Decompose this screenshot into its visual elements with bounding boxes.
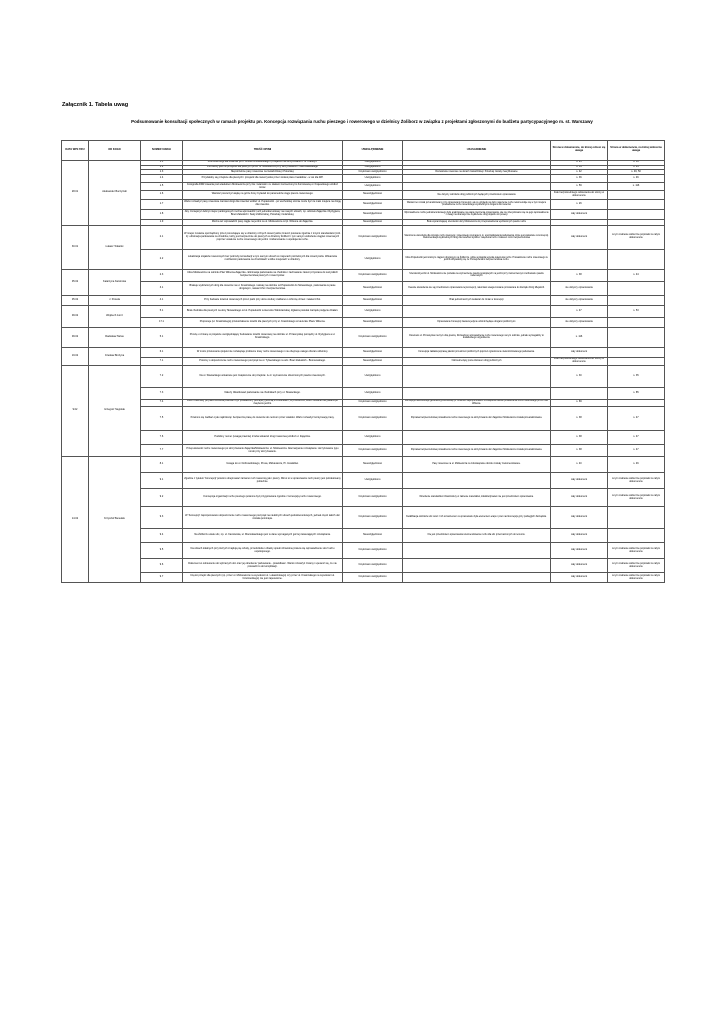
table-row <box>62 399 665 407</box>
cell-date: 09.02 <box>62 305 89 327</box>
cell-author: Katarzyna Kaminska <box>89 269 141 295</box>
cell-date: 19.02 <box>62 347 89 365</box>
cell-justification: Szerokość jezdni ul. Mickiewicza nie pozwala na wyznaczenie pasów postojowych na jezdni przy równoczesnym zachowaniu pasów rowerowych <box>403 269 551 281</box>
cell-consideration: Nieuwzględniono <box>343 347 403 357</box>
cell-consideration: Uwzględniono <box>343 183 403 191</box>
cell-page-visible: w tym zakresie widoczne poprawki w całym dokumencie <box>608 543 665 559</box>
cell-opinion: Brak chodnika dla pieszych na ulicy Słowackiego od ul. Popiełuszki w kierunku Włościańskiej. Zgłasza postulat zarządu podjęcie działań. <box>183 305 343 317</box>
cell-number: 1.3 <box>141 170 183 175</box>
cell-number: 1.7 <box>141 199 183 209</box>
cell-consideration: Częściowo uwzględniono <box>343 559 403 573</box>
cell-author: Łukasz Tokarski <box>89 225 141 269</box>
cell-opinion: W moim przekonaniu projekt nie rozwiązuje problemu trasy ruchu rowerowego i nie obejmuje całego obszaru dzielnicy. <box>183 347 343 357</box>
cell-justification <box>403 543 551 559</box>
cell-number: 1.4 <box>141 175 183 183</box>
cell-justification: Koncepcja rekomenduje generalną przebudowę pl. Wilsona. Zaproponowano rozwiązanie kwestii prowadzenia ruchu rowerowego przez Plac Wilsona. <box>403 399 551 407</box>
cell-author: Radosław Tartas <box>89 327 141 347</box>
cell-number: 7.1 <box>141 357 183 365</box>
cell-number: 1.1 <box>141 160 183 165</box>
cell-number: 1.6 <box>141 190 183 199</box>
cell-page-visible <box>608 507 665 529</box>
cell-consideration: Częściowo uwzględniono <box>343 407 403 431</box>
table-row <box>62 507 665 529</box>
cell-page-ref: s. 116 <box>551 327 608 347</box>
cell-number: 1.9 <box>141 219 183 225</box>
cell-opinion: Powinno się zadbać o jak najkrótszą i bezpieczną trasę do rowerów do centrum przez wiadukt. Warto rozważyć kontynuację trasy. <box>183 407 343 431</box>
cell-opinion: Niepotrzebne pasy rowerowe na Gwiaździstej i Potockiej. <box>183 170 343 175</box>
cell-opinion: Potrzebny jest na przejście dla pieszych przez ul. Mickiewicza przy skrzyżowaniu z Mierosławskiego <box>183 165 343 170</box>
cell-page-ref: cały dokument <box>551 473 608 489</box>
table-row <box>62 431 665 445</box>
table-row <box>62 190 665 199</box>
cell-page-ref: cały dokument <box>551 529 608 543</box>
table-row <box>62 249 665 269</box>
cell-justification <box>403 183 551 191</box>
cell-page-ref: s. 26 <box>551 199 608 209</box>
cell-date: 14.02 <box>62 457 89 583</box>
header-date: DATA WPŁYWU <box>62 141 89 161</box>
cell-number: 5.1 <box>141 327 183 347</box>
cell-page-ref: s. 38 <box>551 445 608 457</box>
cell-page-visible: s. 47 <box>608 407 665 431</box>
cell-page-visible <box>608 249 665 269</box>
cell-consideration: Częściowo uwzględniono <box>343 327 403 347</box>
cell-number: 1.2 <box>141 165 183 170</box>
header-page-ref: Strona w dokumencie, do której odnosi się uwaga <box>551 141 608 161</box>
table-row <box>62 225 665 249</box>
cell-page-ref: brak bezpośredniego odniesienia do strony w dokumencie <box>551 190 608 199</box>
cell-opinion: Koncepcja organizacji ruchu pieszego powinna być przygotowana zgodnie z koncepcją ruchu rowerowego. <box>183 489 343 507</box>
cell-page-visible <box>608 317 665 327</box>
page-title: Załącznik 1. Tabela uwag <box>62 102 129 108</box>
table-row <box>62 457 665 473</box>
cell-page-ref: cały dokument <box>551 225 608 249</box>
cell-page-visible: w tym zakresie widoczne poprawki w całym dokumencie <box>608 573 665 583</box>
cell-date: 9.02 <box>62 365 89 457</box>
cell-justification: Koncepcja zakłada poprawę jakości przestrzeni publicznych poprzez ograniczenie niekontrolowanego parkowania. <box>403 347 551 357</box>
cell-page-visible: s. 47 <box>608 445 665 457</box>
cell-opinion: Brakuje wydzielonych dróg dla rowerów na ul. Krasińskiego. Łatwiej na odcinku od Popiełuszki do Słowackiego, parkowania w pasie drogowym, nawierzchni i bezpieczeństwa. <box>183 281 343 295</box>
cell-opinion: Zgodnie z tytułem 'Koncepcji' powinno obejmować zarówno ruch rowerowy jak i pieszy. Mimo to w opracowaniu ruch pieszy jest potraktowany pobieżnie. <box>183 473 343 489</box>
cell-number: 7.6 <box>141 431 183 445</box>
cell-consideration: Nieuwzględniono <box>343 457 403 473</box>
cell-justification <box>403 365 551 387</box>
cell-author: Krzysztof Benedek <box>89 457 141 583</box>
cell-opinion: Podobny numer (uwaga prawnie) trzeba wskazać drogi rowerowej wzdłuż ul. Zajączka. <box>183 431 343 445</box>
cell-author: Aleksander Buczyński <box>89 160 141 225</box>
cell-consideration: Uwzględniono <box>343 305 403 317</box>
cell-number: 9.6 <box>141 559 183 573</box>
cell-opinion: Prosimy o dopuszczenie ruchu rowerowego pod prąd na ul. Tylwetskiego na odc. Braci Załuskich - Broniewskiego. <box>183 357 343 365</box>
header-opinion: TREŚĆ OPINII <box>183 141 343 161</box>
table-header-row <box>62 141 665 161</box>
cell-page-ref: cały dokument <box>551 209 608 219</box>
cell-page-ref: s. 36 <box>551 175 608 183</box>
cell-number: 3.1 <box>141 281 183 295</box>
cell-page-ref: nie dotyczy opracowania <box>551 295 608 305</box>
cell-justification: Pasy rowerowe na ul. Mickiewicza na zobowiązanie odcinku zostały zrekomendowane. <box>403 457 551 473</box>
cell-page-ref: nie dotyczy opracowania <box>551 317 608 327</box>
cell-consideration: Uwzględniono <box>343 387 403 399</box>
cell-opinion: Przy budowie ścieżek rowerowych przez parki przy domu kultury zadbano o ochronę drzew i nawierzchni. <box>183 295 343 305</box>
cell-consideration: Nieuwzględniono <box>343 317 403 327</box>
cell-page-ref: s. 25 <box>551 160 608 165</box>
cell-author: J. Poreda <box>89 295 141 305</box>
cell-page-visible: w tym zakresie widoczne poprawki w całym dokumencie <box>608 225 665 249</box>
cell-justification: Wprowadzenie ruchu jednokierunkowego było analizowane na etapie tworzenia opracowania, ale nie zdecydowano się na jego wprowadzenie z uwagi na dramatyczne wydłużenie dróg dojazdu do posesji <box>403 209 551 219</box>
cell-number: 9.4 <box>141 529 183 543</box>
cell-opinion: Uwaga do ul. Dobrowolskiego, Prusa, Mickiewicza, Pl. Inwalidów. <box>183 457 343 473</box>
cell-page-visible <box>608 529 665 543</box>
cell-justification: Poprawa bezpieczeństwa prowadzenia ruchu rowerowego na skrzyżowaniu ulic Zajączka i Mickiewicza została przeanalizowana. <box>403 407 551 431</box>
cell-justification: Brak jednoznacznych wskazań do zmian w koncepcji <box>403 295 551 305</box>
cell-page-ref: cały dokument <box>551 543 608 559</box>
cell-justification <box>403 175 551 183</box>
cell-page-visible: s. 53 <box>608 305 665 317</box>
cell-justification: Nie dotyczy odcinków dróg publicznych będących przedmiotem opracowania <box>403 190 551 199</box>
cell-consideration: Częściowo uwzględniono <box>343 445 403 457</box>
cell-justification: Brak wystarczającej szerokości ulicy Mickiewicza do przeprowadzenia wydzielonych pasów ruchu <box>403 219 551 225</box>
cell-number: 7.5 <box>141 407 183 431</box>
cell-opinion: Wartość poszerzyć alejkę na górze Fosy Cytadeli do parametrów ciągu pieszo-rowerowego. <box>183 190 343 199</box>
table-row <box>62 473 665 489</box>
cell-justification: Opracowanie Koncepcji zawiera jedynie odcinki będące drogami publicznymi. <box>403 317 551 327</box>
cell-consideration: Nieuwzględniono <box>343 281 403 295</box>
cell-consideration: Uwzględniono <box>343 249 403 269</box>
cell-page-ref: s. 38 <box>551 407 608 431</box>
cell-number: 4.1 <box>141 295 183 305</box>
cell-page-visible <box>608 399 665 407</box>
cell-number: 7.4 <box>141 399 183 407</box>
header-number: NUMER UWAGI <box>141 141 183 161</box>
header-justification: UZASADNIENIE <box>403 141 551 161</box>
cell-number: 17.1 <box>141 317 183 327</box>
cell-justification: Rozważanie rowerowe na ulicach Gwiaździstej i Potockiej zostały zweryfikowane <box>403 170 551 175</box>
cell-date: 28.01 <box>62 160 89 225</box>
cell-number: 1.5 <box>141 183 183 191</box>
cell-opinion: Przepustowość ruchu rowerowego po skrzyżowaniu Zajączka/Mickiewicza: ul. Mickiewicza. Alternatywnie rozwiązanie: skrzyżowanie typu rondo przy skrzyżowaniu. <box>183 445 343 457</box>
table-row <box>62 183 665 191</box>
cell-justification <box>403 387 551 399</box>
cell-number: 9.2 <box>141 489 183 507</box>
cell-page-visible: s. 49, 50 <box>608 170 665 175</box>
table-row <box>62 573 665 583</box>
cell-consideration: Nieuwzględniono <box>343 529 403 543</box>
cell-justification: Stworzenie warunków dla rozwoju ruchu pieszego i rowerowego wymaga m.in. uporządkowania parkowania, które jest wskazane w koncepcji. Rekomendacja wydzielonych dróg dla rowerów wynika z natężenia ruchu i zaleceń norm bezpieczeństwa <box>403 225 551 249</box>
cell-page-visible <box>608 190 665 199</box>
header-from: OD KOGO <box>89 141 141 161</box>
cell-page-visible: s. 47 <box>608 431 665 445</box>
cell-opinion: Dokument w odniesieniu do wybranych ulic oraz jej określenie 'parkowanie - prawidłowe'. Warto rozważyć zmiany i upewnić się, że nie prowadzi to do komplikacji. <box>183 559 343 573</box>
cell-number: 2.2 <box>141 249 183 269</box>
cell-page-ref: s. 69 <box>551 399 608 407</box>
cell-author: Wojciech Jurcz <box>89 305 141 327</box>
cell-consideration: Częściowo uwzględniono <box>343 170 403 175</box>
cell-number: 8.1 <box>141 457 183 473</box>
cell-page-ref: cały dokument <box>551 573 608 583</box>
cell-consideration: Uwzględniono <box>343 160 403 165</box>
cell-page-ref: nie dotyczy opracowania <box>551 281 608 295</box>
cell-page-ref: s. 30 <box>551 365 608 387</box>
cell-page-visible: s. 85 <box>608 387 665 399</box>
cell-number: 7.7 <box>141 445 183 457</box>
cell-opinion: Potrzeba drogi dla rowerów po 2. stronie Broniewskiego i przejazdu na skrzyżowaniu z ul. Klaudyn. <box>183 160 343 165</box>
table-row <box>62 365 665 387</box>
cell-page-ref: cały dokument <box>551 347 608 357</box>
cell-consideration: Uwzględniono <box>343 473 403 489</box>
cell-number: 9.5 <box>141 543 183 559</box>
cell-page-ref: s. 38 <box>551 269 608 281</box>
cell-number: 6.1 <box>141 347 183 357</box>
table-row <box>62 281 665 295</box>
cell-justification: Określenie standardów infrastruktury w zakresie materiałów, lokalizacji ławek nie jest przedmiotem opracowania. <box>403 489 551 507</box>
cell-date: 09.02 <box>62 327 89 347</box>
table-row <box>62 357 665 365</box>
cell-justification: Kwestie oświetlenia nie są przedmiotem opracowania tej koncepcji, natomiast uwaga zostanie przekazana do Zarządu Dróg Miejskich. <box>403 281 551 295</box>
cell-opinion: Proponuje (ul. Krasińskiego) przekształcenie ścieżki dla pieszych przy ul. Krasińskiego w kierunku Placu Wilsona. <box>183 317 343 327</box>
cell-consideration: Częściowo uwzględniono <box>343 225 403 249</box>
cell-opinion: Można też wprowadzić pasy ciągłe na jezdni na ul. Mickiewicza od pl. Wilsona do Zajączka. <box>183 219 343 225</box>
cell-consideration: Uwzględniono <box>343 165 403 170</box>
cell-opinion: W miejsc zostanie sporządzony przez poruszające się w dzielnicy różnych rowerzystów zmienić porwanie zgodnie z innymi standardami (zob. 1): eliminacja parkowania na chodniku, który jest bezpiecznie do pieszych w dzielnicy Żoliborz i tym samym wdrażenie ciągów rowerowych poprzez ustalenie ruchu rowerowego do jezdni i zahamowanie i uspokojenia ruchu. <box>183 225 343 249</box>
table-row <box>62 317 665 327</box>
cell-page-visible <box>608 209 665 219</box>
cell-number: 9.3 <box>141 507 183 529</box>
cell-opinion: Na Żoliborzu wiele ulic, np. ul. Kaniowska, ul. Mierosławskiego jest w dane wymaganych gorzej zawierających rozwiązania. <box>183 529 343 543</box>
cell-opinion: Aby zmniejszyć deficyt miejsc parkingowych można wprowadzić ruch jednokierunkowy na nowych ulicach, np. odcinek Zajączka i Rydygiera, Braci Załuskich i Sady Żoliborskiej, Potockiej i Gdańskiej. <box>183 209 343 219</box>
cell-page-visible: w tym zakresie widoczne poprawki w całym dokumencie <box>608 489 665 507</box>
cell-page-visible: s. 46 <box>608 175 665 183</box>
cell-consideration: Częściowo uwzględniono <box>343 269 403 281</box>
cell-page-ref: s. 40 <box>551 457 608 473</box>
table-row <box>62 209 665 219</box>
cell-page-visible <box>608 357 665 365</box>
cell-consideration: Częściowo uwzględniono <box>343 573 403 583</box>
header-page-visible: Strona w dokumencie, na której widoczna uwaga <box>608 141 665 161</box>
cell-number: 2.1 <box>141 225 183 249</box>
cell-page-visible <box>608 295 665 305</box>
cell-page-visible: w tym zakresie widoczne poprawki w całym dokumencie <box>608 473 665 489</box>
cell-consideration: Nieuwzględniono <box>343 199 403 209</box>
table-row <box>62 559 665 573</box>
cell-date: 05.02 <box>62 295 89 305</box>
table-row <box>62 199 665 209</box>
cell-justification <box>403 573 551 583</box>
cell-page-visible: s. 116 <box>608 183 665 191</box>
cell-consideration: Nieuwzględniono <box>343 209 403 219</box>
cell-page-ref: s. 59 <box>551 183 608 191</box>
cell-opinion: Na ulicach lokalnych przy których znajdują się szkoły, przedszkola i obiekty opieki zdrowotnej zaleca się wprowadzenie stref ruchu uspokojonego. <box>183 543 343 559</box>
cell-number: 5.1 <box>141 305 183 317</box>
cell-opinion: Lokalizacja stojaków rowerowych bez potrzeby konsultacji w tym samym ulicach w miejscach potrzebnych dla rowerzystów. Wskazanie możliwości parkowania na chodnikach w kilku miejscach w dzielnicy. <box>183 249 343 269</box>
cell-page-ref: cały dokument <box>551 559 608 573</box>
page-subtitle: Podsumowanie konsultacji społecznych w ramach projektu pn. Koncepcja rozwiązania ruchu pieszego i rowerowego w dzielnicy Żoliborz w związku z projektami zgłoszonymi do budżetu partycypacyjnego m. st. Warszawy <box>131 119 593 124</box>
cell-page-visible: s. 33 <box>608 160 665 165</box>
cell-justification <box>403 305 551 317</box>
cell-page-ref <box>551 249 608 269</box>
cell-consideration: Częściowo uwzględniono <box>343 399 403 407</box>
cell-page-visible: s. 35 <box>608 365 665 387</box>
table-row <box>62 489 665 507</box>
cell-number: 9.1 <box>141 473 183 489</box>
cell-number: 7.2 <box>141 365 183 387</box>
cell-author: Czesław Brożyna <box>89 347 141 365</box>
cell-page-visible: s. 46 <box>608 457 665 473</box>
cell-justification: Ulica Popiełuszki jest istotnym ciągiem drogowym na Żoliborzu, gdzie wystąpiła wysoka natężenia ruchu. Prowadzenie ruchu rowerowego w jezdni odbywałoby się ze zmniejszeniem bezpieczeństwa ruchu. <box>403 249 551 269</box>
cell-consideration: Częściowo uwzględniono <box>343 489 403 507</box>
table-row <box>62 295 665 305</box>
cell-number: 1.8 <box>141 209 183 219</box>
cell-justification: Docelowo ul. Przasnyska ma być ulicą pieszą. Rozważono wprowadzenie ruchu rowerowego na tym odcinku, jednak wymagałoby to dodatkowego uzgodnienia. <box>403 327 551 347</box>
cell-page-ref: s. 42 <box>551 170 608 175</box>
cell-consideration: Częściowo uwzględniono <box>343 507 403 529</box>
table-row <box>62 347 665 357</box>
cell-page-ref <box>551 387 608 399</box>
cell-opinion: Ulica Mickiewicza na odcinku Plac Wilsona-Zajączka - Eliminacja parkowania na chodniku i zachowanie zieleni przywraca do wszystkich bezpieczeństwa pieszych i rowerzystów. <box>183 269 343 281</box>
cell-author: Grzegorz Stępniak <box>89 365 141 457</box>
comments-table <box>61 140 665 583</box>
table-row <box>62 529 665 543</box>
cell-opinion: W 'Koncepcji' zaproponowano dopuszczenie ruchu rowerowego pod prąd na niektórych ulicach jednokierunkowych, jednak część takich ulic została pominięta. <box>183 507 343 529</box>
table-row <box>62 407 665 431</box>
cell-justification: Kwalifikacja odcinków ulic wraz z ich oznaczeniem w opracowaniu była elementem etapu i prac nad koncepcją przy podległych Zarządowi. <box>403 507 551 529</box>
cell-opinion: Warto rozważyć pasy rowerowe zamiast drogi dla rowerów wzdłuż ul. Popiełuszki - po wschodniej stronie może być za mało miejsca na drogę dla rowerów. <box>183 199 343 209</box>
cell-consideration: Uwzględniono <box>343 365 403 387</box>
cell-consideration: Uwzględniono <box>343 431 403 445</box>
cell-opinion: Przydałoby się przejście dla pieszych i przejazd dla rowerzystów przez środek placu Inwalidów - w osi dla WP. <box>183 175 343 183</box>
cell-page-ref: brak bezpośredniego odniesienia do strony w dokumencie <box>551 357 608 365</box>
cell-page-visible: w tym zakresie widoczne poprawki w całym dokumencie <box>608 559 665 573</box>
table-row <box>62 445 665 457</box>
cell-justification: Poprawa bezpieczeństwa prowadzenia ruchu rowerowego na skrzyżowaniu ulic Zajączka i Mickiewicza została przeanalizowana. <box>403 445 551 457</box>
table-row <box>62 543 665 559</box>
cell-consideration: Nieuwzględniono <box>343 219 403 225</box>
cell-justification <box>403 431 551 445</box>
cell-consideration: Częściowo uwzględniono <box>343 543 403 559</box>
cell-opinion: Proszę o zmianę w projekcie uwzględniający budowanie ścieżki rowerowej na odcinku ul. Przasnyskiej pomiędzy ul. Rydygiera a ul. Krasińskiego. <box>183 327 343 347</box>
cell-justification: Wariant ten został już analizowany przy opracowaniu Koncepcji, ale ze względu na dużo natężenie ruchu rekomenduje się w tym miejscu prowadzenie ruchu rowerowego wydzielonymi drogami dla rowerów <box>403 199 551 209</box>
cell-page-visible: s. 44 <box>608 269 665 281</box>
cell-opinion: Należy zlikwidować parkowanie na chodnikach przy ul. Słowackiego. <box>183 387 343 399</box>
table-row <box>62 175 665 183</box>
cell-page-visible <box>608 199 665 209</box>
cell-page-visible <box>608 281 665 295</box>
cell-page-ref: cały dokument <box>551 507 608 529</box>
table-row <box>62 327 665 347</box>
cell-number: 7.3 <box>141 387 183 399</box>
cell-justification: Odcinek leżący poza obszarem dróg publicznych <box>403 357 551 365</box>
cell-page-visible: s. 44 <box>608 165 665 170</box>
cell-justification <box>403 559 551 573</box>
cell-consideration: Nieuwzględniono <box>343 190 403 199</box>
cell-justification: Nie jest przedmiotem opracowania rekomendowanie ruchu dla ulic przeznaczonych do remontu. <box>403 529 551 543</box>
cell-page-ref: s. 47 <box>551 305 608 317</box>
cell-opinion: Na ul. Słowackiego wskazane jest zwiększenie do przejścia: 1+1 i wyznaczenie obustronnych pasów rowerowych. <box>183 365 343 387</box>
cell-page-ref: s. 34 <box>551 165 608 170</box>
cell-date: 30.01 <box>62 225 89 269</box>
cell-consideration: Nieuwzględniono <box>343 357 403 365</box>
cell-number: 9.7 <box>141 573 183 583</box>
table-row <box>62 305 665 317</box>
header-consideration: UWZGLĘDNIENIE <box>343 141 403 161</box>
table-row <box>62 269 665 281</box>
table-row <box>62 387 665 399</box>
cell-date: 05.02 <box>62 269 89 295</box>
cell-page-visible <box>608 327 665 347</box>
cell-page-ref: cały dokument <box>551 489 608 507</box>
cell-number: 2.3 <box>141 269 183 281</box>
cell-opinion: Części przejść dla pieszych (np. przez ul. Mickiewicza na wysokości ul. Lukasińskiego) czy przez ul. Krasińskiego na wysokości ul. Czarnieckiego) nie jest zapewnione. <box>183 573 343 583</box>
cell-page-visible <box>608 347 665 357</box>
cell-consideration: Uwzględniono <box>343 175 403 183</box>
cell-opinion: Fotografia DDR zawarta pod wiaduktem Mickiewicza przy Dw. Gdańskim ze śladami zaznaczonymi Żurniowaną ul. Krajewskiego wzdłuż torów. <box>183 183 343 191</box>
cell-justification <box>403 473 551 489</box>
cell-page-ref: s. 38 <box>551 431 608 445</box>
cell-consideration: Nieuwzględniono <box>343 295 403 305</box>
cell-opinion: Ruch rowerowy po placu Wilsona powinien być prowadzony pomiędzy jezdnią a chodnikiem, w przestrzeni, które zostanie odzyskana po zwężeniu jezdni. <box>183 399 343 407</box>
